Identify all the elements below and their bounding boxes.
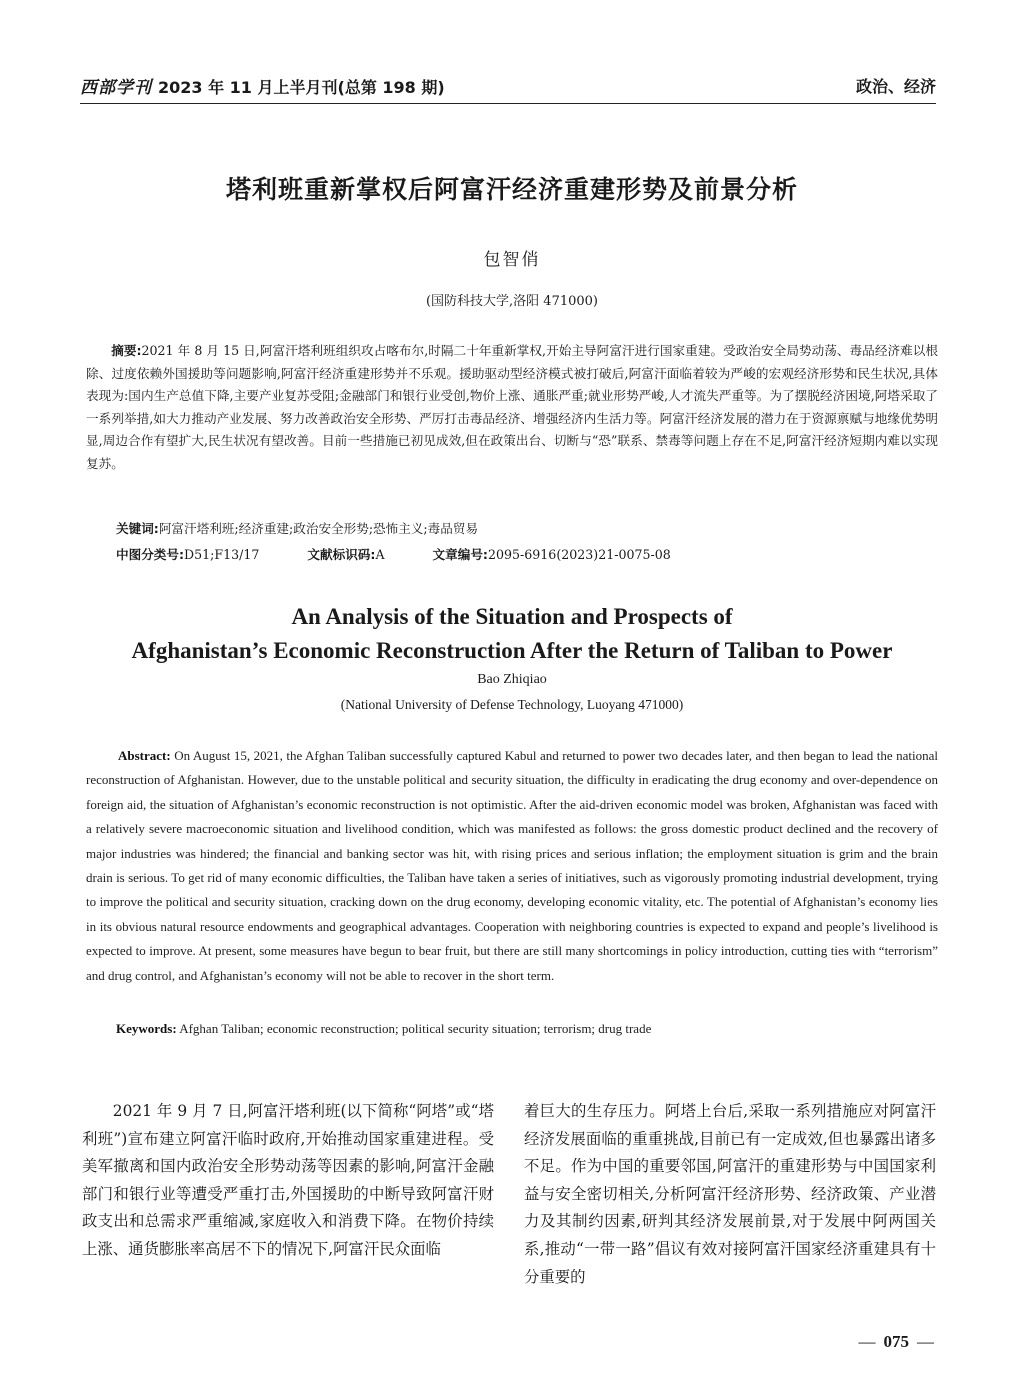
english-keywords-text: Afghan Taliban; economic reconstruction; political security situation; terrorism; drug trade [179, 1021, 652, 1036]
classification-line [116, 544, 938, 566]
english-author: Bao Zhiqiao [477, 672, 547, 687]
chinese-author: 包智俏 [483, 250, 541, 270]
clc-number [116, 544, 259, 566]
footer-dash-right: — [917, 1332, 934, 1351]
clc-label: 中图分类号: [116, 547, 185, 562]
page-footer [859, 1332, 935, 1352]
chinese-keywords [116, 518, 938, 540]
article-number-value: 2095-6916(2023)21-0075-08 [487, 547, 671, 562]
article-number-label: 文章编号: [432, 547, 488, 562]
body-column-left: 2021 年 9 月 7 日,阿富汗塔利班(以下简称“阿塔”或“塔利班”)宣布建立阿富汗临时政府,开始推动国家重建进程。受美军撤离和国内政治安全形势动荡等因素的影响,阿富汗金融部门和银行业等遭受严重打击,外国援助的中断导致阿富汗财政支出和总需求严重缩减,家庭收入和消费下降。在物价持续上涨、通货膨胀率高居不下的情况下,阿富汗民众面临 [82, 1102, 494, 1258]
english-abstract-text: On August 15, 2021, the Afghan Taliban successfully captured Kabul and returned to power two decades later, and then began to lead the national reconstruction of Afghanistan. However, due to the unstable political and security situation, the difficulty in eradicating the drug economy and over-dependence on foreign aid, the situation of Afghanistan’s economic reconstruction is not optimistic. After the aid-driven economic model was broken, Afghanistan was faced with a relatively severe macroeconomic situation and livelihood condition, which was manifested as follows: the gross domestic product declined and the recovery of major industries was hindered; the financial and banking sector was hit, with rising prices and serious inflation; the employment situation is grim and the brain drain is serious. To get rid of many economic difficulties, the Taliban have taken a series of initiatives, such as vigorously promoting industrial development, trying to improve the political and security situation, cracking down on the drug economy, developing economic vitality, etc. The potential of Afghanistan’s economy lies in its obvious natural resource endowments and geographical advantages. Cooperation with neighboring countries is expected to expand and people’s livelihood is expected to improve. At present, some measures have begun to bear fruit, but there are still many shortcomings in policy introduction, cutting ties with “terrorism” and drug control, and Afghanistan’s economy will not be able to recover in the short term. [86, 748, 939, 983]
chinese-title: 塔利班重新掌权后阿富汗经济重建形势及前景分析 [225, 175, 798, 204]
footer-dash-left: — [858, 1332, 876, 1351]
chinese-abstract-label: 摘要: [111, 343, 142, 358]
english-keywords [116, 1018, 938, 1040]
english-affiliation: (National University of Defense Technology, Luoyang 471000) [340, 697, 684, 712]
document-code-value: A [375, 547, 385, 562]
journal-info [80, 73, 445, 98]
english-title [0, 600, 1024, 668]
body-column-right: 着巨大的生存压力。阿塔上台后,采取一系列措施应对阿富汗经济发展面临的重重挑战,目前已有一定成效,但也暴露出诸多不足。作为中国的重要邻国,阿富汗的重建形势与中国国家利益与安全密切相关,分析阿富汗经济形势、经济政策、产业潜力及其制约因素,研判其经济发展前景,对于发展中阿两国关系,推动“一带一路”倡议有效对接阿富汗国家经济重建具有十分重要的 [524, 1102, 936, 1286]
chinese-affiliation: (国防科技大学,洛阳 471000) [425, 294, 599, 309]
section-label: 政治、经济 [855, 76, 936, 96]
english-title-line-2: Afghanistan’s Economic Reconstruction After the Return of Taliban to Power [131, 638, 893, 663]
english-abstract [86, 744, 938, 988]
journal-logo: 西部学刊 [80, 77, 152, 98]
chinese-keywords-label: 关键词: [116, 521, 159, 536]
english-abstract-label: Abstract: [118, 748, 171, 763]
document-code-label: 文献标识码: [307, 547, 376, 562]
english-keywords-label: Keywords: [116, 1021, 177, 1036]
running-header [80, 70, 936, 100]
header-divider [80, 103, 936, 104]
chinese-keywords-text: 阿富汗塔利班;经济重建;政治安全形势;恐怖主义;毒品贸易 [158, 521, 479, 536]
clc-value: D51;F13/17 [184, 547, 260, 562]
chinese-abstract-text: 2021 年 8 月 15 日,阿富汗塔利班组织攻占喀布尔,时隔二十年重新掌权,开始主导阿富汗进行国家重建。受政治安全局势动荡、毒品经济难以根除、过度依赖外国援助等问题影响,阿富汗经济重建形势并不乐观。援助驱动型经济模式被打破后,阿富汗面临着较为严峻的宏观经济形势和民生状况,具体表现为:国内生产总值下降,主要产业复苏受阻;金融部门和银行业受创,物价上涨、通胀严重;就业形势严峻,人才流失严重等。为了摆脱经济困境,阿塔采取了一系列举措,如大力推动产业发展、努力改善政治安全形势、严厉打击毒品经济、增强经济内生活力等。阿富汗经济发展的潜力在于资源禀赋与地缘优势明显,周边合作有望扩大,民生状况有望改善。目前一些措施已初见成效,但在政策出台、切断与“恐”联系、禁毒等问题上存在不足,阿富汗经济短期内难以实现复苏。 [86, 343, 938, 471]
english-title-line-1: An Analysis of the Situation and Prospects of [291, 604, 733, 629]
page-number: 075 [883, 1332, 909, 1351]
chinese-abstract [86, 340, 938, 476]
document-code [307, 544, 384, 566]
journal-issue: 2023 年 11 月上半月刊(总第 198 期) [158, 77, 445, 97]
article-number [433, 544, 671, 566]
